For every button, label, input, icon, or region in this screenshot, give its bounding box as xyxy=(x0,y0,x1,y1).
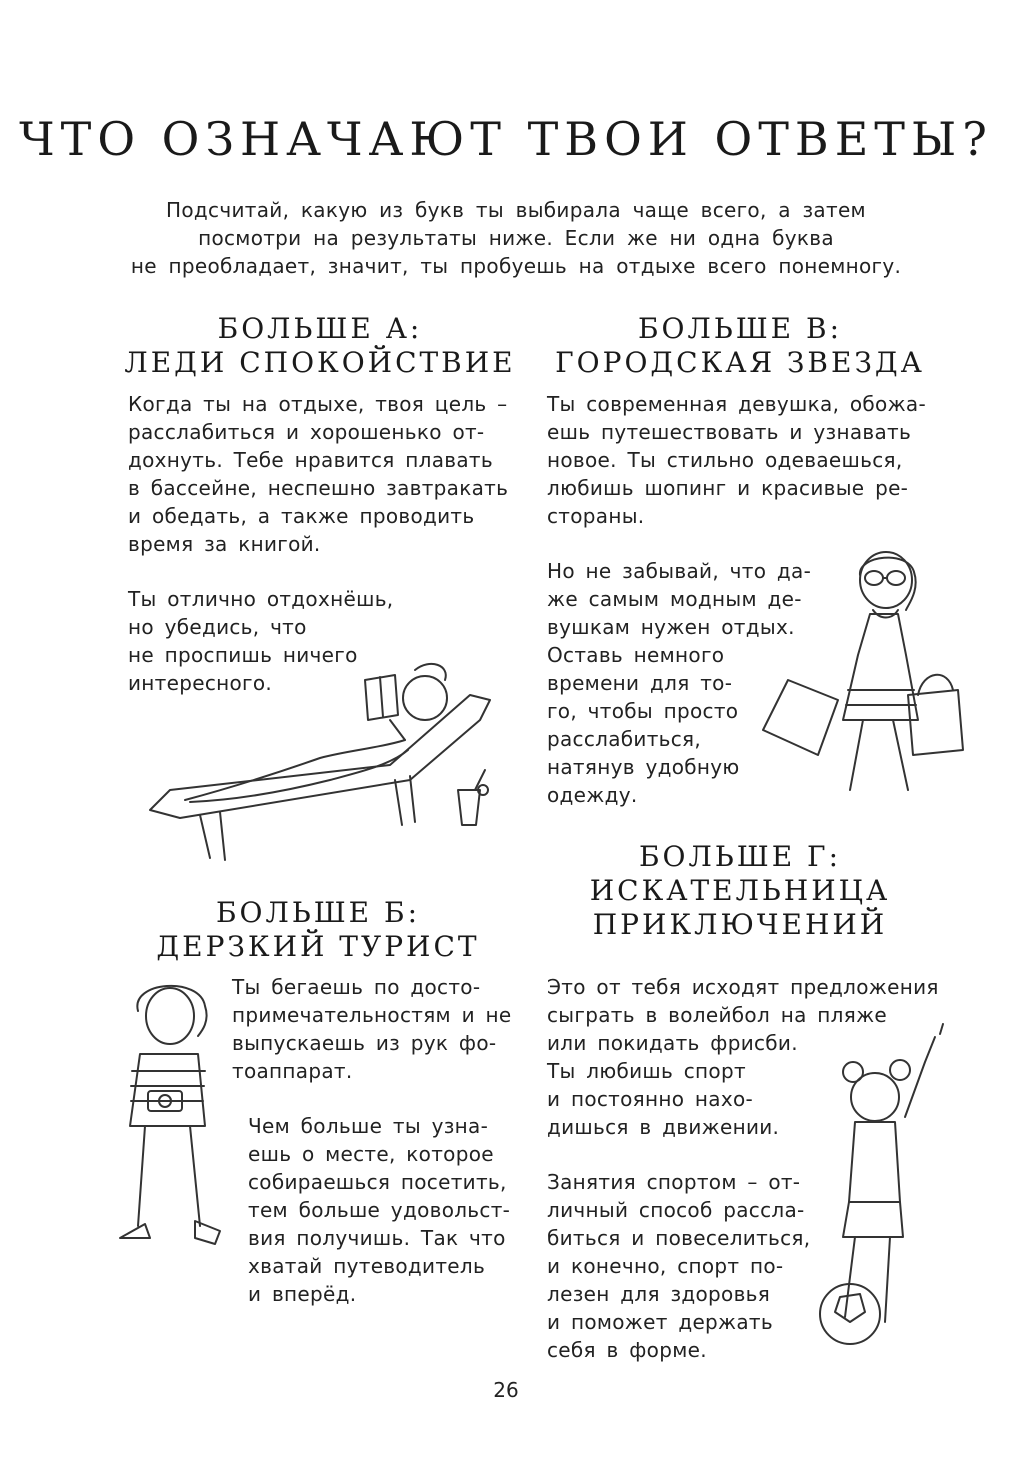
intro-line: Подсчитай, какую из букв ты выбирала чаще всего, а затем xyxy=(166,198,866,222)
text-line: дохнуть. Тебе нравится плавать xyxy=(128,448,493,472)
text-line: или покидать фрисби. xyxy=(547,1031,798,1055)
text-line: Но не забывай, что да- xyxy=(547,559,812,583)
text-line: и вперёд. xyxy=(248,1282,357,1306)
text-line: Чем больше ты узна- xyxy=(248,1114,489,1138)
section-v-heading xyxy=(540,312,940,380)
text-line: и поможет держать xyxy=(547,1310,773,1334)
text-line: лезен для здоровья xyxy=(547,1282,771,1306)
intro-line: посмотри на результаты ниже. Если же ни одна буква xyxy=(198,226,834,250)
text-line: биться и повеселиться, xyxy=(547,1226,811,1250)
text-line: примечательностям и не xyxy=(232,1003,512,1027)
text-line: выпускаешь из рук фо- xyxy=(232,1031,497,1055)
section-v-text-1 xyxy=(547,390,947,530)
text-line: Оставь немного xyxy=(547,643,725,667)
heading-line: БОЛЬШЕ В: xyxy=(637,312,843,345)
text-line: любишь шопинг и красивые ре- xyxy=(547,476,909,500)
sporty-girl-ball-illustration xyxy=(815,1022,965,1352)
text-line: время за книгой. xyxy=(128,532,321,556)
text-line: стораны. xyxy=(547,504,645,528)
text-line: сыграть в волейбол на пляже xyxy=(547,1003,888,1027)
text-line: расслабиться и хорошенько от- xyxy=(128,420,485,444)
section-b-text-1 xyxy=(232,973,532,1085)
heading-line: ПРИКЛЮЧЕНИЙ xyxy=(592,908,888,941)
text-line: Ты любишь спорт xyxy=(547,1059,746,1083)
text-line: дишься в движении. xyxy=(547,1115,780,1139)
text-line: себя в форме. xyxy=(547,1338,707,1362)
text-line: ешь путешествовать и узнавать xyxy=(547,420,912,444)
section-b-text-2 xyxy=(248,1112,538,1308)
text-line: натянув удобную xyxy=(547,755,740,779)
text-line: ешь о месте, которое xyxy=(248,1142,494,1166)
text-line: Занятия спортом – от- xyxy=(547,1170,801,1194)
text-line: тем больше удовольст- xyxy=(248,1198,511,1222)
text-line: Ты бегаешь по досто- xyxy=(232,975,481,999)
text-line: тоаппарат. xyxy=(232,1059,353,1083)
text-line: и постоянно нахо- xyxy=(547,1087,754,1111)
text-line: одежду. xyxy=(547,783,638,807)
text-line: вушкам нужен отдых. xyxy=(547,615,795,639)
intro-paragraph xyxy=(120,196,912,280)
text-line: Когда ты на отдыхе, твоя цель – xyxy=(128,392,508,416)
text-line: хватай путеводитель xyxy=(248,1254,486,1278)
section-a-heading xyxy=(120,312,520,380)
text-line: Это от тебя исходят предложения xyxy=(547,975,939,999)
text-line: же самым модным де- xyxy=(547,587,802,611)
text-line: в бассейне, неспешно завтракать xyxy=(128,476,509,500)
text-line: Ты отлично отдохнёшь, xyxy=(128,587,394,611)
text-line: вия получишь. Так что xyxy=(248,1226,506,1250)
section-a-text-1 xyxy=(128,390,528,558)
section-b-heading xyxy=(118,896,518,964)
text-line: и обедать, а также проводить xyxy=(128,504,475,528)
city-girl-shopping-illustration xyxy=(758,550,978,800)
heading-line: ИСКАТЕЛЬНИЦА xyxy=(589,874,891,907)
heading-line: ГОРОДСКАЯ ЗВЕЗДА xyxy=(555,346,925,379)
tourist-boy-camera-illustration xyxy=(110,976,230,1266)
page-number: 26 xyxy=(493,1378,519,1402)
text-line: Ты современная девушка, обожа- xyxy=(547,392,926,416)
section-g-heading xyxy=(540,840,940,942)
text-line: и конечно, спорт по- xyxy=(547,1254,784,1278)
text-line: го, чтобы просто xyxy=(547,699,739,723)
section-g-text-2 xyxy=(547,1168,811,1364)
text-line: расслабиться, xyxy=(547,727,702,751)
text-line: личный способ рассла- xyxy=(547,1198,805,1222)
page-title: ЧТО ОЗНАЧАЮТ ТВОИ ОТВЕТЫ? xyxy=(19,112,993,166)
text-line: но убедись, что xyxy=(128,615,307,639)
text-line: собираешься посетить, xyxy=(248,1170,507,1194)
heading-line: БОЛЬШЕ Б: xyxy=(215,896,421,929)
heading-line: ДЕРЗКИЙ ТУРИСТ xyxy=(156,930,480,963)
lounger-reading-girl-illustration xyxy=(140,640,500,870)
heading-line: БОЛЬШЕ А: xyxy=(217,312,423,345)
text-line: времени для то- xyxy=(547,671,733,695)
heading-line: БОЛЬШЕ Г: xyxy=(638,840,842,873)
intro-line: не преобладает, значит, ты пробуешь на отдыхе всего понемногу. xyxy=(130,254,902,278)
text-line: не проспишь ничего xyxy=(128,643,358,667)
text-line: интересного. xyxy=(128,671,273,695)
text-line: новое. Ты стильно одеваешься, xyxy=(547,448,903,472)
heading-line: ЛЕДИ СПОКОЙСТВИЕ xyxy=(124,346,516,379)
